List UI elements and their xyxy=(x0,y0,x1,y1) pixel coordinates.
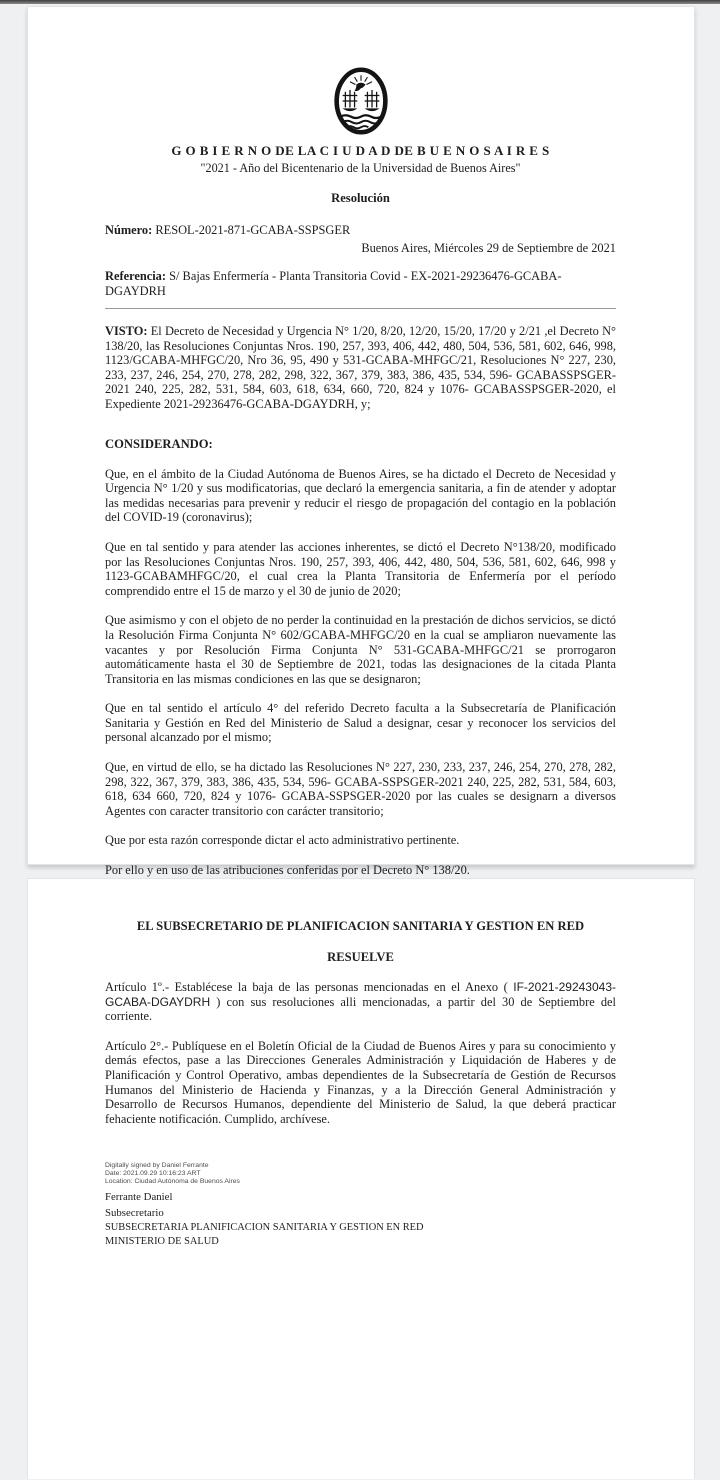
visto-text: El Decreto de Necesidad y Urgencia N° 1/20, 8/20, 12/20, 15/20, 17/20 y 2/21 ,el Decreto N° 138/20, las Resoluciones Conjuntas Nros. 190, 257, 393, 406, 442, 480, 504, 536, 581, 602, 646, 998, 1123/GCABA-MHFGC/20, Nro 36, 95, 490 y 531-GCABA-MHFGC/21, Resoluciones N° 227, 230, 233, 237, 246, 254, 270, 278, 282, 298, 322, 367, 379, 383, 386, 435, 534, 596- GCABASSPSGER-2021 240, 225, 282, 531, 584, 603, 618, 634, 660, 720, 824 y 1076- GCABASSPSGER-2020, el Expediente 2021-29236476-GCABA-DGAYDRH, y; xyxy=(105,324,616,411)
resuelve-heading: RESUELVE xyxy=(327,950,394,964)
articulo-1-anexo-code: IF-2021-29243043-GCABA-DGAYDRH xyxy=(105,980,616,1009)
document-type-title: Resolución xyxy=(331,191,390,205)
digital-signature-line-2: Date: 2021.09.29 10:16:23 ART xyxy=(105,1169,201,1177)
considerando-paragraph-1: Que, en el ámbito de la Ciudad Autónoma de Buenos Aires, se ha dictado el Decreto de Necesidad y Urgencia N° 1/20 y sus modificatorias, que declaró la emergencia sanitaria, a fin de atender y adoptar las medidas necesarias para prevenir y reducir el riesgo de propagación del contagio en la población del COVID-19 (coronavirus); xyxy=(105,466,616,525)
signer-name: Ferrante Daniel xyxy=(105,1191,173,1204)
referencia-value: S/ Bajas Enfermería - Planta Transitoria Covid - EX-2021-29236476-GCABA-DGAYDRH xyxy=(105,269,562,298)
numero-value: RESOL-2021-871-GCABA-SSPSGER xyxy=(155,223,351,237)
header-divider xyxy=(105,308,616,309)
viewer-top-edge xyxy=(0,0,720,4)
considerando-paragraph-5: Que, en virtud de ello, se ha dictado las Resoluciones N° 227, 230, 233, 237, 246, 254, 270, 278, 282, 298, 322, 367, 379, 383, 386, 435, 534, 596- GCABA-SSPSGER-2021 240, 225, 282, 531, 584, 603, 618, 634 660, 720, 824 y 1076- GCABA-SSPSGER-2020 por las cuales se designarn a diversos Agentes con caracter transitorio con carácter transitorio; xyxy=(105,760,616,818)
considerando-heading: CONSIDERANDO: xyxy=(105,436,213,451)
considerando-paragraph-6: Que por esta razón corresponde dictar el acto administrativo pertinente. xyxy=(105,833,460,848)
dateline: Buenos Aires, Miércoles 29 de Septiembre de 2021 xyxy=(361,241,616,255)
signer-office: SUBSECRETARIA PLANIFICACION SANITARIA Y GESTION EN RED xyxy=(105,1222,424,1234)
year-motto: "2021 - Año del Bicentenario de la Universidad de Buenos Aires" xyxy=(200,161,521,175)
numero-label: Número: xyxy=(105,223,153,237)
city-coat-of-arms-icon xyxy=(105,67,616,140)
articulo-2-paragraph: Artículo 2°.- Publíquese en el Boletín Oficial de la Ciudad de Buenos Aires y para su conocimiento y demás efectos, pase a las Direcciones Generales Administración y Liquidación de Haberes y de Planificación y Control Operativo, ambas dependientes de la Subsecretaría de Gestión de Recursos Humanos del Ministerio de Hacienda y Finanzas, y a la Dirección General Administración y Desarrollo de Recursos Humanos, dependiente del Ministerio de Salud, la que deberá practicar fehaciente notificación. Cumplido, archívese. xyxy=(105,1038,616,1126)
visto-paragraph xyxy=(105,324,616,412)
digital-signature-line-3: Location: Ciudad Autónoma de Buenos Aires xyxy=(105,1177,240,1185)
articulo-1-pre: Artículo 1º.- Establécese la baja de las personas mencionadas en el Anexo ( xyxy=(105,980,514,994)
document-number-line xyxy=(105,223,616,238)
considerando-paragraph-3: Que asimismo y con el objeto de no perder la continuidad en la prestación de dichos servicios, se dictó la Resolución Firma Conjunta N° 602/GCABA-MHFGC/20 en la cual se ampliaron nuevamente las vacantes y por Resolución Firma Conjunta N° 531-GCABA-MHFGC/21 se prorrogaron automáticamente hasta el 30 de Septiembre de 2021, todas las designaciones de la citada Planta Transitoria en las mismas condiciones en las que se designaron; xyxy=(105,613,616,686)
por-ello-paragraph: Por ello y en uso de las atribuciones conferidas por el Decreto N° 138/20. xyxy=(105,863,470,878)
resolving-authority-title: EL SUBSECRETARIO DE PLANIFICACION SANITARIA Y GESTION EN RED xyxy=(136,919,585,933)
digital-signature-stamp xyxy=(105,1162,616,1185)
considerando-paragraph-2: Que en tal sentido y para atender las acciones inherentes, se dictó el Decreto N°138/20, modificado por las Resoluciones Conjuntas Nros. 190, 257, 393, 406, 442, 480, 504, 536, 581, 602, 646, 998 y 1123-GCABAMHFGC/20, el cual crea la Planta Transitoria de Enfermería por el período comprendido entre el 15 de marzo y el 30 de junio de 2020; xyxy=(105,539,616,598)
reference-line xyxy=(105,269,616,299)
visto-label: VISTO: xyxy=(105,324,148,338)
articulo-1-paragraph xyxy=(105,980,616,1024)
digital-signature-line-1: Digitally signed by Daniel Ferrante xyxy=(105,1162,209,1170)
articulo-1-post: ) con sus resoluciones alli mencionadas, a partir del 30 de Septiembre del corriente. xyxy=(105,994,616,1024)
document-page-2 xyxy=(27,878,695,1479)
government-title: G O B I E R N O DE LA C I U D A D DE B U E N O S A I R E S xyxy=(171,143,550,158)
signer-ministry: MINISTERIO DE SALUD xyxy=(105,1235,219,1247)
signer-role: Subsecretario xyxy=(105,1207,164,1220)
referencia-label: Referencia: xyxy=(105,269,167,283)
considerando-paragraph-4: Que en tal sentido el artículo 4° del referido Decreto faculta a la Subsecretaría de Planificación Sanitaria y Gestión en Red del Ministerio de Salud a designar, cesar y reconocer los servicios del personal alcanzado por el mismo; xyxy=(105,701,616,745)
signature-block xyxy=(105,1162,616,1247)
document-page-1 xyxy=(27,6,695,878)
